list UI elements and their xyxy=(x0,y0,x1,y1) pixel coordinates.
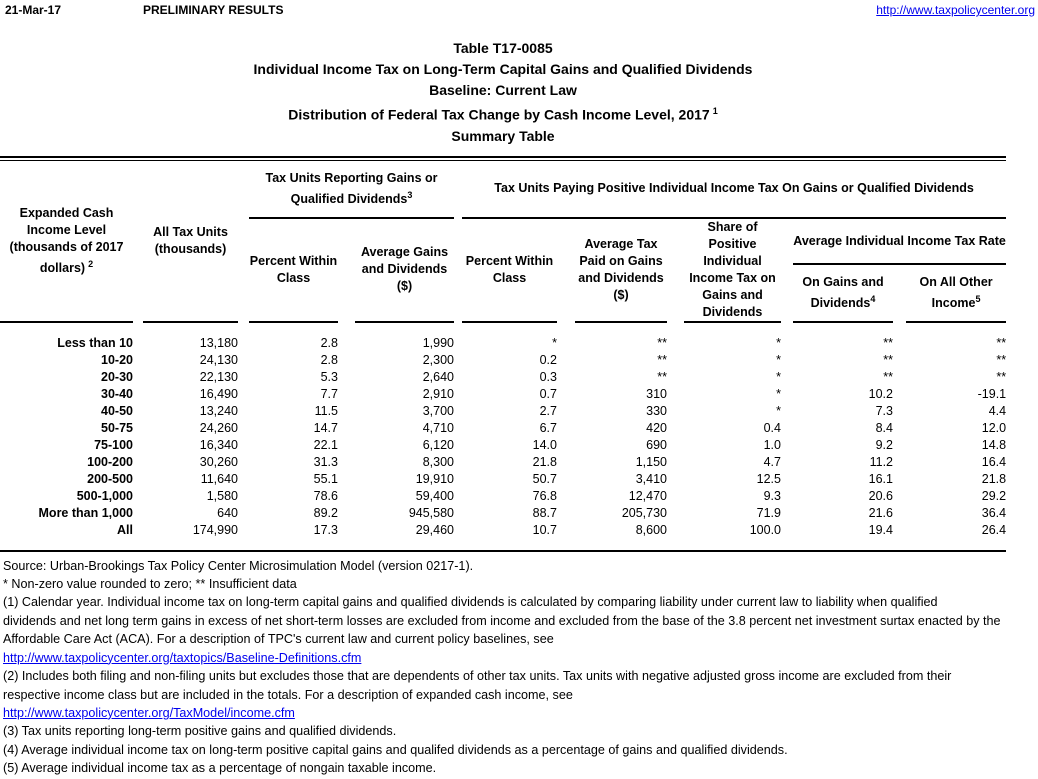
cell-value: 21.6 xyxy=(868,505,893,520)
cell-value: 0.4 xyxy=(763,420,781,435)
cell-value: 14.0 xyxy=(532,437,557,452)
column-gap xyxy=(238,522,249,539)
cell-value: 2.8 xyxy=(320,352,338,367)
footnote-line: * Non-zero value rounded to zero; ** Insufficient data xyxy=(3,577,297,592)
column-gap xyxy=(454,369,462,386)
cell-value: ** xyxy=(657,369,667,384)
col-header-rate-on-gains: On Gains and Dividends$^4$ xyxy=(802,274,884,310)
cell-value: 22,130 xyxy=(199,369,238,384)
cell-value: 2.7 xyxy=(539,403,557,418)
column-gap xyxy=(454,454,462,471)
column-gap xyxy=(667,522,684,539)
column-gap xyxy=(133,454,143,471)
cell-value: 22.1 xyxy=(313,437,338,452)
cell-value: 10.7 xyxy=(532,522,557,537)
col-header-income-level: Expanded Cash Income Level (thousands of 2017 dollars) $^2$ xyxy=(9,205,124,275)
column-gap xyxy=(133,335,143,352)
column-gap xyxy=(667,386,684,403)
cell-value: 11,640 xyxy=(200,471,238,486)
column-gap xyxy=(238,488,249,505)
footnote-line: Source: Urban-Brookings Tax Policy Center Microsimulation Model (version 0217-1). xyxy=(3,558,474,573)
cell-value: 19.4 xyxy=(868,522,893,537)
col-header-rate-on-other-income: On All Other Income$^5$ xyxy=(919,274,993,310)
cell-value: 12.0 xyxy=(981,420,1007,435)
income-level-label: 75-100 xyxy=(94,437,133,452)
column-gap xyxy=(781,352,793,369)
group-header-paying: Tax Units Paying Positive Individual Income Tax On Gains or Qualified Dividends xyxy=(462,161,1006,218)
column-gap xyxy=(338,420,355,437)
footnote-link-line xyxy=(3,704,1038,722)
cell-value: 30,260 xyxy=(199,454,238,469)
cell-value: 24,260 xyxy=(199,420,238,435)
cell-value: ** xyxy=(996,369,1007,384)
summary-table-title: Summary Table xyxy=(451,127,555,144)
column-gap xyxy=(338,335,355,352)
cell-value: 24,130 xyxy=(199,352,238,367)
cell-value: 690 xyxy=(646,437,667,452)
column-gap xyxy=(781,218,793,322)
income-level-label: More than 1,000 xyxy=(38,505,133,520)
column-gap xyxy=(893,437,906,454)
income-level-label: 30-40 xyxy=(101,386,133,401)
table-subject-title: Individual Income Tax on Long-Term Capital Gains and Qualified Dividends xyxy=(253,61,753,77)
cell-value: 20.6 xyxy=(868,488,893,503)
col-header-average-gains-dividends: Average Gains and Dividends ($) xyxy=(360,245,449,294)
header-underline-row xyxy=(0,322,1006,335)
column-gap xyxy=(338,471,355,488)
column-gap xyxy=(238,437,249,454)
footnote-link[interactable]: http://www.taxpolicycenter.org/taxtopics/Baseline-Definitions.cfm xyxy=(3,650,362,665)
column-gap xyxy=(133,437,143,454)
cell-value: * xyxy=(776,335,781,350)
column-gap xyxy=(667,352,684,369)
column-gap xyxy=(667,505,684,522)
cell-value: 5.3 xyxy=(320,369,338,384)
table-row xyxy=(0,522,1006,539)
cell-value: 640 xyxy=(217,505,238,520)
distribution-table xyxy=(0,161,1006,539)
footnote-link-line xyxy=(3,649,1038,667)
footnote-line: (1) Calendar year. Individual income tax on long-term capital gains and qualified dividends is calculated by comparing liability under current law to liability when qualified xyxy=(3,595,938,610)
column-gap xyxy=(454,161,462,218)
column-gap xyxy=(557,218,575,322)
cell-value: 31.3 xyxy=(313,454,338,469)
column-gap xyxy=(781,522,793,539)
column-gap xyxy=(454,322,462,335)
cell-value: * xyxy=(776,352,781,367)
column-gap xyxy=(133,488,143,505)
table-row xyxy=(0,420,1006,437)
footnote-ref-2: 2 xyxy=(88,258,94,269)
cell-value: 21.8 xyxy=(981,471,1007,486)
column-gap xyxy=(238,322,249,335)
column-gap xyxy=(454,352,462,369)
cell-value: 174,990 xyxy=(192,522,238,537)
column-gap xyxy=(338,522,355,539)
column-gap xyxy=(238,386,249,403)
cell-value: 50.7 xyxy=(532,471,557,486)
column-gap xyxy=(557,522,575,539)
column-gap xyxy=(557,437,575,454)
cell-value: 8.4 xyxy=(875,420,893,435)
col-header-percent-within-class-paying: Percent Within Class xyxy=(465,253,554,285)
table-row xyxy=(0,454,1006,471)
cell-value: * xyxy=(776,403,781,418)
cell-value: 8,600 xyxy=(635,522,667,537)
cell-value: ** xyxy=(883,335,893,350)
column-gap xyxy=(338,437,355,454)
column-gap xyxy=(557,420,575,437)
column-gap xyxy=(781,505,793,522)
column-gap xyxy=(667,218,684,322)
column-gap xyxy=(667,437,684,454)
footnote-ref-1: 1 xyxy=(712,106,718,116)
cell-value: 16,490 xyxy=(199,386,238,401)
column-gap xyxy=(454,403,462,420)
income-level-label: 20-30 xyxy=(101,369,133,384)
cell-value: 3,700 xyxy=(422,403,454,418)
column-gap xyxy=(454,437,462,454)
footnote-link[interactable]: http://www.taxpolicycenter.org/TaxModel/income.cfm xyxy=(3,705,295,720)
cell-value: 8,300 xyxy=(422,454,454,469)
column-gap xyxy=(557,454,575,471)
column-gap xyxy=(133,352,143,369)
cell-value: ** xyxy=(657,335,667,350)
table-body xyxy=(0,335,1006,539)
title-block xyxy=(0,38,1006,147)
table-row xyxy=(0,403,1006,420)
column-underline xyxy=(0,322,133,335)
table-number-title: Table T17-0085 xyxy=(453,40,553,56)
col-header-share-positive-tax: Share of Positive Individual Income Tax on Gains and Dividends xyxy=(689,219,776,319)
income-level-label: 50-75 xyxy=(101,420,133,435)
column-gap xyxy=(893,420,906,437)
cell-value: 13,180 xyxy=(199,335,238,350)
table-row xyxy=(0,488,1006,505)
column-gap xyxy=(557,369,575,386)
column-gap xyxy=(781,420,793,437)
cell-value: * xyxy=(776,369,781,384)
column-gap xyxy=(781,386,793,403)
table-row xyxy=(0,335,1006,352)
site-link[interactable]: http://www.taxpolicycenter.org xyxy=(876,3,1035,17)
cell-value: 10.2 xyxy=(868,386,893,401)
group-header-average-tax-rate: Average Individual Income Tax Rate xyxy=(793,218,1006,264)
cell-value: 945,580 xyxy=(408,505,454,520)
cell-value: 310 xyxy=(646,386,667,401)
column-gap xyxy=(557,505,575,522)
income-level-label: 500-1,000 xyxy=(76,488,133,503)
cell-value: 1.0 xyxy=(763,437,781,452)
column-gap xyxy=(238,454,249,471)
cell-value: 26.4 xyxy=(981,522,1007,537)
cell-value: ** xyxy=(996,335,1007,350)
column-gap xyxy=(238,369,249,386)
cell-value: 13,240 xyxy=(199,403,238,418)
cell-value: 29,460 xyxy=(415,522,454,537)
footnote-line: (2) Includes both filing and non-filing units but excludes those that are dependents of other tax units. Tax units with negative adjusted gross income are excluded from their xyxy=(3,669,952,684)
column-gap xyxy=(667,403,684,420)
cell-value: 4,710 xyxy=(422,420,454,435)
cell-value: 88.7 xyxy=(532,505,557,520)
column-underline xyxy=(684,322,781,335)
footnotes xyxy=(0,557,1038,778)
column-gap xyxy=(557,352,575,369)
table-row xyxy=(0,505,1006,522)
table-row xyxy=(0,352,1006,369)
column-gap xyxy=(133,471,143,488)
cell-value: 2.8 xyxy=(320,335,338,350)
footnote-ref-5: 5 xyxy=(975,293,981,304)
table-row xyxy=(0,437,1006,454)
cell-value: 78.6 xyxy=(313,488,338,503)
date-label: 21-Mar-17 xyxy=(5,3,62,17)
column-gap xyxy=(557,335,575,352)
column-gap xyxy=(557,386,575,403)
cell-value: 14.7 xyxy=(313,420,338,435)
column-gap xyxy=(133,369,143,386)
cell-value: 1,150 xyxy=(635,454,667,469)
column-underline xyxy=(906,322,1006,335)
cell-value: 59,400 xyxy=(415,488,454,503)
column-gap xyxy=(893,454,906,471)
column-gap xyxy=(781,369,793,386)
cell-value: 29.2 xyxy=(981,488,1007,503)
cell-value: 0.3 xyxy=(539,369,557,384)
column-gap xyxy=(454,522,462,539)
footnote-ref-3: 3 xyxy=(407,189,413,200)
cell-value: 2,910 xyxy=(422,386,454,401)
column-gap xyxy=(781,335,793,352)
cell-value: -19.1 xyxy=(977,386,1007,401)
footnote-line: (5) Average individual income tax as a percentage of nongain taxable income. xyxy=(3,761,437,776)
column-gap xyxy=(893,386,906,403)
footnote-line: respective income class but are included in the totals. For a description of expanded cash income, see xyxy=(3,687,573,702)
column-gap xyxy=(238,352,249,369)
cell-value: 55.1 xyxy=(313,471,338,486)
preliminary-results-label: PRELIMINARY RESULTS xyxy=(143,3,284,17)
column-gap xyxy=(893,322,906,335)
cell-value: 14.8 xyxy=(981,437,1007,452)
column-gap xyxy=(893,264,906,322)
cell-value: 16.4 xyxy=(981,454,1007,469)
cell-value: 9.2 xyxy=(875,437,893,452)
column-gap xyxy=(133,522,143,539)
cell-value: 3,410 xyxy=(635,471,667,486)
column-gap xyxy=(557,403,575,420)
column-gap xyxy=(133,386,143,403)
cell-value: 1,580 xyxy=(206,488,238,503)
cell-value: 12,470 xyxy=(628,488,667,503)
column-gap xyxy=(454,420,462,437)
footnote-line: (4) Average individual income tax on long-term positive capital gains and qualifed dividends as a percentage of gains and qualified dividends. xyxy=(3,742,788,757)
cell-value: 36.4 xyxy=(981,505,1007,520)
table-row xyxy=(0,386,1006,403)
column-gap xyxy=(557,322,575,335)
table-header xyxy=(0,161,1006,335)
cell-value: 11.5 xyxy=(314,403,338,418)
cell-value: ** xyxy=(883,352,893,367)
cell-value: 21.8 xyxy=(532,454,557,469)
column-gap xyxy=(133,403,143,420)
cell-value: 12.5 xyxy=(756,471,781,486)
column-gap xyxy=(238,161,249,322)
income-level-label: 200-500 xyxy=(87,471,133,486)
group-header-reporting: Tax Units Reporting Gains or Qualified Dividends$^3$ xyxy=(249,161,454,218)
column-gap xyxy=(338,218,355,322)
income-level-label: Less than 10 xyxy=(57,335,133,350)
cell-value: ** xyxy=(657,352,667,367)
column-gap xyxy=(893,335,906,352)
column-gap xyxy=(667,471,684,488)
cell-value: 9.3 xyxy=(763,488,781,503)
column-gap xyxy=(238,335,249,352)
cell-value: 330 xyxy=(646,403,667,418)
baseline-title: Baseline: Current Law xyxy=(429,82,577,98)
cell-value: 4.7 xyxy=(763,454,781,469)
column-gap xyxy=(781,322,793,335)
column-gap xyxy=(667,335,684,352)
cell-value: 205,730 xyxy=(621,505,667,520)
cell-value: 0.7 xyxy=(539,386,557,401)
column-gap xyxy=(667,454,684,471)
column-gap xyxy=(338,454,355,471)
column-gap xyxy=(133,505,143,522)
column-gap xyxy=(338,505,355,522)
cell-value: 19,910 xyxy=(415,471,454,486)
column-gap xyxy=(454,335,462,352)
column-gap xyxy=(338,386,355,403)
column-gap xyxy=(893,522,906,539)
column-gap xyxy=(454,386,462,403)
column-underline xyxy=(355,322,454,335)
column-gap xyxy=(667,420,684,437)
column-underline xyxy=(462,322,557,335)
cell-value: ** xyxy=(996,352,1007,367)
cell-value: 16.1 xyxy=(868,471,893,486)
cell-value: ** xyxy=(883,369,893,384)
column-underline xyxy=(143,322,238,335)
column-gap xyxy=(893,369,906,386)
table-row xyxy=(0,369,1006,386)
column-gap xyxy=(454,488,462,505)
column-gap xyxy=(133,420,143,437)
column-gap xyxy=(454,471,462,488)
cell-value: 89.2 xyxy=(313,505,338,520)
cell-value: 100.0 xyxy=(749,522,781,537)
cell-value: 1,990 xyxy=(422,335,454,350)
column-gap xyxy=(893,505,906,522)
income-level-label: 100-200 xyxy=(87,454,133,469)
cell-value: 16,340 xyxy=(199,437,238,452)
column-gap xyxy=(338,403,355,420)
column-gap xyxy=(238,471,249,488)
column-gap xyxy=(667,488,684,505)
cell-value: 71.9 xyxy=(756,505,781,520)
column-gap xyxy=(893,403,906,420)
column-gap xyxy=(238,420,249,437)
cell-value: * xyxy=(776,386,781,401)
column-gap xyxy=(781,403,793,420)
column-gap xyxy=(338,369,355,386)
col-header-average-tax-paid: Average Tax Paid on Gains and Dividends ($) xyxy=(578,236,664,302)
column-gap xyxy=(781,437,793,454)
cell-value: 11.2 xyxy=(869,454,893,469)
income-level-label: 10-20 xyxy=(101,352,133,367)
column-gap xyxy=(893,352,906,369)
column-gap xyxy=(781,454,793,471)
column-gap xyxy=(238,505,249,522)
column-gap xyxy=(893,471,906,488)
column-underline xyxy=(249,322,338,335)
cell-value: 420 xyxy=(646,420,667,435)
footnote-line: (3) Tax units reporting long-term positive gains and qualified dividends. xyxy=(3,724,397,739)
column-gap xyxy=(667,369,684,386)
column-underline xyxy=(793,322,893,335)
top-bar xyxy=(0,0,1038,17)
cell-value: 2,300 xyxy=(422,352,454,367)
column-gap xyxy=(133,322,143,335)
cell-value: 76.8 xyxy=(532,488,557,503)
footnote-ref-4: 4 xyxy=(870,293,876,304)
column-gap xyxy=(338,488,355,505)
cell-value: 7.3 xyxy=(875,403,893,418)
column-gap xyxy=(338,322,355,335)
cell-value: 6,120 xyxy=(422,437,454,452)
column-gap xyxy=(781,471,793,488)
cell-value: 6.7 xyxy=(539,420,557,435)
column-gap xyxy=(667,322,684,335)
column-gap xyxy=(557,471,575,488)
column-gap xyxy=(557,488,575,505)
footnote-line: Affordable Care Act (ACA). For a description of TPC's current law and current policy baselines, see xyxy=(3,632,554,647)
column-gap xyxy=(454,218,462,322)
col-header-percent-within-class-reporting: Percent Within Class xyxy=(249,253,338,285)
cell-value: 17.3 xyxy=(313,522,338,537)
distribution-title: Distribution of Federal Tax Change by Cash Income Level, 2017 $^1$ xyxy=(288,106,718,123)
column-gap xyxy=(133,161,143,322)
column-gap xyxy=(893,488,906,505)
table-bottom-rule xyxy=(0,550,1006,552)
footnote-line: dividends and net long term gains in excess of net short-term losses are excluded from income and excluded from the base of the 3.8 percent net investment surtax enacted by the xyxy=(3,613,1001,628)
column-gap xyxy=(338,352,355,369)
table-row xyxy=(0,471,1006,488)
column-gap xyxy=(781,488,793,505)
column-gap xyxy=(238,403,249,420)
col-header-all-tax-units: All Tax Units (thousands) xyxy=(153,224,228,256)
cell-value: 4.4 xyxy=(988,403,1007,418)
column-gap xyxy=(454,505,462,522)
income-level-label: 40-50 xyxy=(101,403,133,418)
cell-value: * xyxy=(552,335,557,350)
cell-value: 0.2 xyxy=(539,352,557,367)
column-underline xyxy=(575,322,667,335)
income-level-label: All xyxy=(117,522,133,537)
cell-value: 2,640 xyxy=(422,369,454,384)
cell-value: 7.7 xyxy=(320,386,338,401)
